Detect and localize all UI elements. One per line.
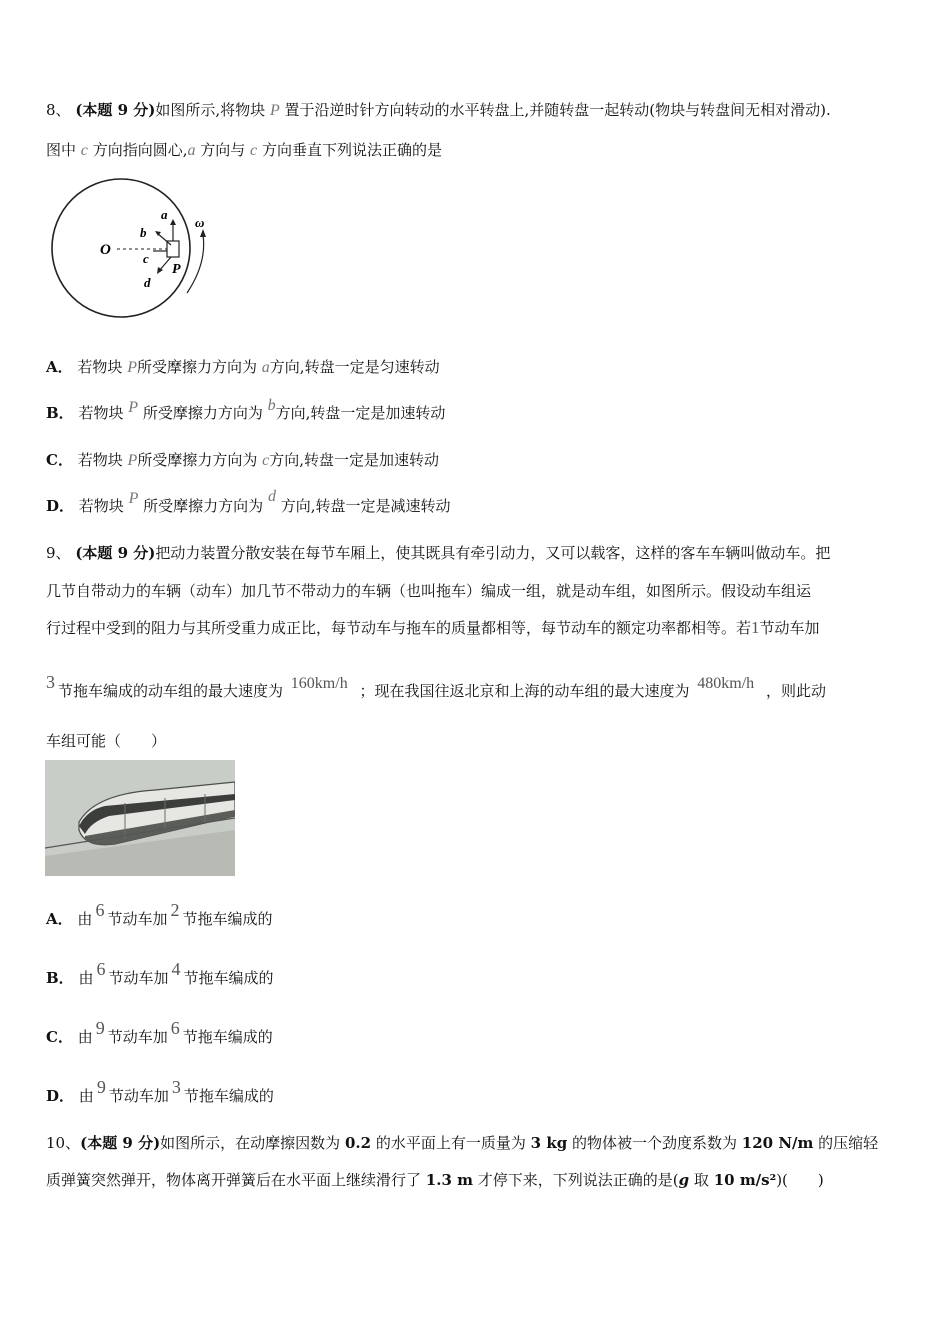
q10-line-2	[46, 1170, 824, 1190]
option-text: 方向,转盘一定是加速转动	[269, 451, 439, 469]
var-b: b	[267, 397, 276, 414]
turntable-circle	[52, 179, 190, 317]
mu-value: 0.2	[344, 1134, 372, 1152]
q10-line-1	[46, 1133, 878, 1153]
label-omega: ω	[195, 215, 205, 230]
q10-text: 才停下来，下列说法正确的是(	[477, 1171, 679, 1189]
option-letter: A．	[46, 358, 73, 376]
speed-480: 480km/h	[697, 675, 755, 692]
option-text: 节拖车编成的	[182, 910, 273, 928]
q9-option-c[interactable]	[46, 1018, 273, 1047]
q8-text: 方向垂直下列说法正确的是	[261, 141, 442, 159]
option-text: 所受摩擦力方向为	[137, 451, 258, 469]
arrow-b	[157, 233, 171, 245]
option-num: 9	[95, 1018, 105, 1038]
q10-text: 如图所示，在动摩擦因数为	[160, 1134, 341, 1152]
q10-text: )( )	[776, 1171, 824, 1189]
q8-option-a[interactable]	[46, 357, 440, 378]
speed-160: 160km/h	[290, 675, 348, 692]
option-text: 方向,转盘一定是匀速转动	[269, 358, 440, 376]
option-text: 方向,转盘一定是减速转动	[280, 497, 451, 515]
option-text: 节拖车编成的	[183, 969, 274, 987]
option-text: 若物块	[78, 404, 124, 422]
option-text: 所受摩擦力方向为	[143, 497, 264, 515]
q10-text: 的压缩轻	[818, 1134, 879, 1152]
q9-number: 9、	[46, 544, 71, 562]
var-P: P	[127, 452, 138, 469]
q9-text: 节拖车编成的动车组的最大速度为	[58, 682, 284, 700]
q8-text: 方向指向圆心,	[92, 141, 188, 159]
train-illustration	[45, 760, 235, 876]
option-num: 3	[171, 1077, 181, 1097]
option-letter: D．	[46, 1087, 75, 1105]
option-text: 若物块	[77, 358, 123, 376]
q8-text: 方向与	[200, 141, 246, 159]
option-text: 由	[78, 1087, 94, 1105]
q9-text: 把动力装置分散安装在每节车厢上，使其既具有牵引动力，又可以载客，这样的客车车辆叫做动车。把	[155, 544, 831, 562]
option-num: 2	[170, 900, 180, 920]
var-c: c	[262, 452, 270, 469]
arrow-a-head	[170, 219, 176, 225]
q9-line-1	[46, 543, 830, 563]
label-a: a	[161, 207, 168, 222]
option-num: 4	[171, 959, 181, 979]
number-3: 3	[46, 672, 55, 692]
option-text: 由	[77, 1028, 93, 1046]
distance-value: 1.3 m	[425, 1171, 473, 1189]
option-letter: B．	[46, 404, 74, 422]
option-text: 节拖车编成的	[182, 1028, 273, 1046]
label-b: b	[140, 225, 147, 240]
var-a: a	[187, 142, 196, 159]
option-text: 方向,转盘一定是加速转动	[275, 404, 446, 422]
q9-line-3	[46, 618, 820, 638]
train-photo	[45, 760, 235, 876]
q9-line-2	[46, 581, 811, 601]
var-a: a	[261, 359, 270, 376]
g-value: 10 m/s²	[713, 1171, 777, 1189]
q9-text: ，则此动	[765, 682, 826, 700]
option-text: 节动车加	[108, 1087, 169, 1105]
option-letter: C．	[46, 451, 73, 469]
q8-line-1	[46, 100, 831, 121]
q8-tag: (本题 9 分)	[75, 101, 156, 119]
q9-line-5	[46, 731, 166, 751]
option-text: 节动车加	[107, 1028, 168, 1046]
q8-text: 图中	[46, 141, 77, 159]
option-num: 9	[96, 1077, 106, 1097]
option-num: 6	[96, 959, 106, 979]
k-value: 120 N/m	[741, 1134, 814, 1152]
q8-line-2	[46, 140, 442, 161]
label-d: d	[144, 275, 151, 290]
q10-number: 10、	[46, 1134, 81, 1152]
option-text: 所受摩擦力方向为	[137, 358, 258, 376]
q10-text: 的物体被一个劲度系数为	[571, 1134, 737, 1152]
q10-text: 的水平面上有一质量为	[375, 1134, 526, 1152]
q9-option-a[interactable]	[46, 900, 273, 929]
q9-option-b[interactable]	[46, 959, 274, 988]
q9-text: ；现在我国往返北京和上海的动车组的最大速度为	[359, 682, 690, 700]
option-text: 由	[77, 910, 93, 928]
center-label-O: O	[100, 242, 111, 258]
q9-text: 节动车加	[759, 619, 820, 637]
turntable-figure	[45, 175, 225, 325]
q8-text: 如图所示,将物块	[155, 101, 266, 119]
option-text: 所受摩擦力方向为	[142, 404, 263, 422]
g-symbol: g	[678, 1171, 690, 1189]
var-c: c	[80, 142, 88, 159]
q9-text: 车组可能（ ）	[46, 732, 167, 750]
number-1: 1	[751, 618, 760, 637]
var-c: c	[250, 142, 258, 159]
q9-tag: (本题 9 分)	[75, 544, 156, 562]
option-text: 由	[78, 969, 94, 987]
q9-text: 几节自带动力的车辆（动车）加几节不带动力的车辆（也叫拖车）编成一组，就是动车组，如图所示。假设动车组运	[46, 582, 812, 600]
var-P: P	[127, 359, 137, 376]
option-text: 节拖车编成的	[183, 1087, 274, 1105]
q8-option-c[interactable]	[46, 450, 439, 471]
q8-option-b[interactable]	[46, 397, 446, 424]
q8-option-d[interactable]	[46, 488, 451, 517]
q8-number: 8、	[46, 101, 71, 119]
var-P: P	[128, 399, 139, 416]
option-text: 若物块	[78, 497, 124, 515]
var-P: P	[128, 490, 139, 507]
option-num: 6	[170, 1018, 180, 1038]
option-num: 6	[95, 900, 105, 920]
label-c: c	[143, 251, 149, 266]
q9-text: 行过程中受到的阻力与其所受重力成正比，每节动车与拖车的质量都相等，每节动车的额定功率都相等。若	[46, 619, 752, 637]
q10-text: 取	[693, 1171, 709, 1189]
option-letter: A．	[46, 910, 73, 928]
var-d: d	[267, 488, 276, 505]
option-text: 节动车加	[108, 969, 169, 987]
q8-text-rest: 置于沿逆时针方向转动的水平转盘上,并随转盘一起转动(物块与转盘间无相对滑动).	[284, 101, 831, 119]
rotation-arrow-head	[200, 229, 206, 237]
option-letter: D．	[46, 497, 75, 515]
option-text: 若物块	[77, 451, 123, 469]
q9-line-4	[46, 672, 826, 702]
mass-value: 3 kg	[530, 1134, 568, 1152]
option-text: 节动车加	[107, 910, 168, 928]
q10-text: 质弹簧突然弹开，物体离开弹簧后在水平面上继续滑行了	[46, 1171, 422, 1189]
var-P: P	[269, 102, 280, 119]
q9-option-d[interactable]	[46, 1077, 274, 1106]
option-letter: C．	[46, 1028, 73, 1046]
label-P: P	[172, 262, 181, 277]
option-letter: B．	[46, 969, 74, 987]
q10-tag: (本题 9 分)	[80, 1134, 161, 1152]
